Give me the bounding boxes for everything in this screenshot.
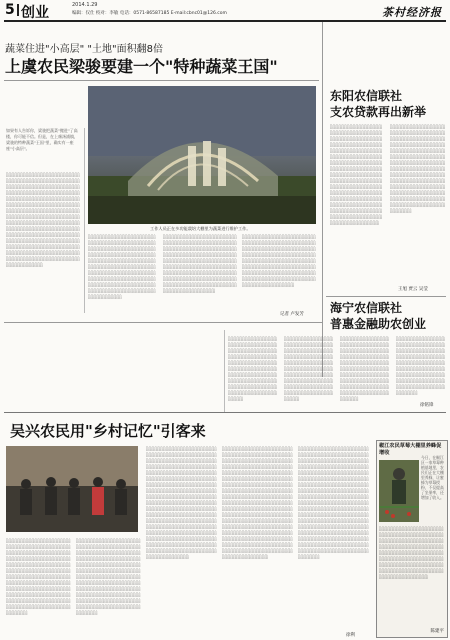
- haining-body-col-4: ░░░░░░░░░░░░░░░░░░░░░░░░░░░░░░░░░░░░░░░░░░░░░░░░░░░░░░░░░░░░░░░░░░░░░░░░░░░░░░░░░░░░░░░░░░░░░░░░░░░░░░░░░░░░░░░░░░░░░░░░░░░░░░░░░░░░░░░░░░░░░░░░░░░░░░░: [396, 336, 446, 395]
- lead-rule: [4, 80, 319, 81]
- lead-photo-caption: 工作人员正在多功能栽培大棚里为蔬菜进行维护工作。: [150, 226, 251, 231]
- jiaojiang-body: ░░░░░░░░░░░░░░░░░░░░░░░░░░░░░░░░░░░░░░░░░░░░░░░░░░░░░░░░░░░░░░░░░░░░░░░░░░░░░░░░░░░░░░░░░░░░░░░░░░░░░░░░░░░░░░░░░░░░░░░░░░░░░░░░░░░░░░░░░░░░░░░░░░░░░░░░░░░░░░░░░░░░░░░░░░░░░░░░░░░░░░░░: [379, 526, 444, 579]
- wuxing-author: 徐利: [346, 633, 355, 638]
- dongyang-author: 王旭 贾云 吴莹: [398, 287, 428, 292]
- haining-divider: [224, 330, 225, 412]
- right-col-divider: [322, 22, 323, 377]
- jiaojiang-author: 陈建平: [430, 629, 444, 634]
- wuxing-body-col-4: ░░░░░░░░░░░░░░░░░░░░░░░░░░░░░░░░░░░░░░░░░░░░░░░░░░░░░░░░░░░░░░░░░░░░░░░░░░░░░░░░░░░░░░░░░░░░░░░░░░░░░░░░░░░░░░░░░░░░░░░░░░░░░░░░░░░░░░░░░░░░░░░░░░░░░░░░░░░░░░░░░░░░░░░░░░░░░░░░░░░░░░░░░░░░░░░░░░░░░░░░░░░░░░░░░░░░░░░░░░░░░░░░░░░░░░░░░░░░░░░░░░░░░░░░░░░░░░░░░░░░░░░░░░░░░░░░░░░░░░░░░░░░░░░░░░░░░░░░░░░░░░░░░░░░░░░░░░░░░░░░░░░░░░░░░░░░░░░░░░░░░░░░░░░░░░░░░░░░░░░░░░░░░░░░░░░░░░░░░░░░░░░░░░░░░░░░░░░░░░░░░░░░░░░░░░░░░░░░░░░░░░░░░░░░░: [222, 446, 293, 559]
- dongyang-headline-line2: 支农贷款再出新举: [330, 105, 427, 119]
- section-title: 创业: [21, 5, 49, 21]
- villagers-image: [6, 446, 138, 532]
- lead-photo: [88, 86, 316, 224]
- dongyang-headline: [330, 88, 446, 120]
- wuxing-body-col-1: ░░░░░░░░░░░░░░░░░░░░░░░░░░░░░░░░░░░░░░░░░░░░░░░░░░░░░░░░░░░░░░░░░░░░░░░░░░░░░░░░░░░░░░░░░░░░░░░░░░░░░░░░░░░░░░░░░░░░░░░░░░░░░░░░░░░░░░░░░░░░░░░░░░░░░░░░░░░░░░░░░░░░░░░░░░░░░░░░░░░░░░░░░░░░░░░░░░░░░░░░░░░░░░░░░░░░░░░░░░░░░░░░░░░░░░░░░░░░░░░░░░░░░░░░░░░░░░░░░░░: [6, 538, 71, 615]
- lead-intro: 如果有人告诉你，梁骏把蔬菜"搬进"了高楼，你可能不信。但是，在上虞汤浦镇，梁骏的特种蔬菜"王国"里，确实有一座座"小高层"。: [6, 128, 78, 151]
- dongyang-body-col-2: ░░░░░░░░░░░░░░░░░░░░░░░░░░░░░░░░░░░░░░░░░░░░░░░░░░░░░░░░░░░░░░░░░░░░░░░░░░░░░░░░░░░░░░░░░░░░░░░░░░░░░░░░░░░░░░░░░░░░░░░░░░░░░░░░░░░░░░░░░░░░░░░░░░░░░░░░░░░░░░░░░░░░░░░░░░░░░░░░░░░░░░░░░░░░░░░░░░░░░░░░░░░░░░░░░░░░░░░░░░░░░░░░░░░░░░░░░░░░░░░░░░░░░░░░░░░░░░░░░░░: [390, 124, 446, 213]
- lead-kicker: 蔬菜住进"小高层" "土地"面积翻8倍: [5, 44, 163, 55]
- lead-headline: 上虞农民梁骏要建一个"特种蔬菜王国": [5, 57, 278, 76]
- haining-body-col-2: ░░░░░░░░░░░░░░░░░░░░░░░░░░░░░░░░░░░░░░░░░░░░░░░░░░░░░░░░░░░░░░░░░░░░░░░░░░░░░░░░░░░░░░░░░░░░░░░░░░░░░░░░░░░░░░░░░░░░░░░░░░░░░░░░░░░░░░░░░░░░░░░░░░░░░░░░░░░░░░░░░░░░░: [284, 336, 334, 401]
- jiaojiang-title: 椒江农民草莓大棚里养蜂促增收: [379, 443, 442, 456]
- haining-body-col-3: ░░░░░░░░░░░░░░░░░░░░░░░░░░░░░░░░░░░░░░░░░░░░░░░░░░░░░░░░░░░░░░░░░░░░░░░░░░░░░░░░░░░░░░░░░░░░░░░░░░░░░░░░░░░░░░░░░░░░░░░░░░░░░░░░░░░░░░░░░░░░░░░░░░░░░░░░░░░░░░░░░░░░░░: [340, 336, 390, 401]
- dongyang-headline-line1: 东阳农信联社: [330, 89, 403, 103]
- lead-body-col-3: ░░░░░░░░░░░░░░░░░░░░░░░░░░░░░░░░░░░░░░░░░░░░░░░░░░░░░░░░░░░░░░░░░░░░░░░░░░░░░░░░░░░░░░░░░░░░░░░░░░░░░░░░░░░░░░░░░░░░░░░░░░░░░░░░░░░░░░░░░░░░░░░░░░░░░░░░░░░░░░░░░░░░░░░░░░░░░░░░░░░░░░░░░░░░░░░░░░░░░░░░░░░░░░░░░: [242, 234, 316, 287]
- haining-headline: [330, 300, 446, 332]
- wuxing-photo: [6, 446, 138, 532]
- page-number: 5: [5, 2, 15, 18]
- lead-intro-column: [6, 128, 80, 318]
- haining-body-col-1: ░░░░░░░░░░░░░░░░░░░░░░░░░░░░░░░░░░░░░░░░░░░░░░░░░░░░░░░░░░░░░░░░░░░░░░░░░░░░░░░░░░░░░░░░░░░░░░░░░░░░░░░░░░░░░░░░░░░░░░░░░░░░░░░░░░░░░░░░░░░░░░░░░░░░░░░░░░░░░░░░░░░░░: [228, 336, 278, 401]
- lead-bottom-rule: [4, 322, 322, 323]
- jiaojiang-box: [376, 440, 448, 638]
- lead-intro-body: ░░░░░░░░░░░░░░░░░░░░░░░░░░░░░░░░░░░░░░░░░░░░░░░░░░░░░░░░░░░░░░░░░░░░░░░░░░░░░░░░░░░░░░░░░░░░░░░░░░░░░░░░░░░░░░░░░░░░░░░░░░░░░░░░░░░░░░░░░░░░░░░░░░░░░░░░░░░░░░░░░░░░░░░░░░░░░░░░░░░░░░░░░░░░░░░░░░░░░░░░░░░░░░░░░░░░░░░░░░░░░░░░░░░░░░░░░░░░░░░░░░░░░░░░░░░░░░░░░░░░░░░░░░░░░░░░░░░░░░░░░░░░░░░░░░░░░░░░░░░░░░░░░░░░░░░░░░░░░░░░░░░░░░░░░░░░░░░░░░░░░░░░░░░░░░░░░░░░░░░░░░░░░░░░░░░░: [6, 172, 80, 267]
- lead-body-col-1: ░░░░░░░░░░░░░░░░░░░░░░░░░░░░░░░░░░░░░░░░░░░░░░░░░░░░░░░░░░░░░░░░░░░░░░░░░░░░░░░░░░░░░░░░░░░░░░░░░░░░░░░░░░░░░░░░░░░░░░░░░░░░░░░░░░░░░░░░░░░░░░░░░░░░░░░░░░░░░░░░░░░░░░░░░░░░░░░░░░░░░░░░░░░░░░░░░░░░░░░░░░░░░░░░░░░░░░░░░░░░░░░░░░░░░░░: [88, 234, 156, 299]
- edit-line: 编辑：仅仕 校对：李敏 电话：0571-86587185 E-mail:cbnc01@126.com: [72, 11, 227, 16]
- strawberry-image: [379, 460, 419, 522]
- wuxing-body-col-2: ░░░░░░░░░░░░░░░░░░░░░░░░░░░░░░░░░░░░░░░░░░░░░░░░░░░░░░░░░░░░░░░░░░░░░░░░░░░░░░░░░░░░░░░░░░░░░░░░░░░░░░░░░░░░░░░░░░░░░░░░░░░░░░░░░░░░░░░░░░░░░░░░░░░░░░░░░░░░░░░░░░░░░░░░░░░░░░░░░░░░░░░░░░░░░░░░░░░░░░░░░░░░░░░░░░░░░░░░░░░░░░░░░░░░░░░░░░░░░░░░░░░░░░░░░░░░░░░░░░░: [76, 538, 141, 615]
- header-rule: [4, 20, 446, 22]
- paper-name: 茶村经济报: [382, 6, 442, 19]
- section-divider: [17, 4, 19, 16]
- lead-body-col-2: ░░░░░░░░░░░░░░░░░░░░░░░░░░░░░░░░░░░░░░░░░░░░░░░░░░░░░░░░░░░░░░░░░░░░░░░░░░░░░░░░░░░░░░░░░░░░░░░░░░░░░░░░░░░░░░░░░░░░░░░░░░░░░░░░░░░░░░░░░░░░░░░░░░░░░░░░░░░░░░░░░░░░░░░░░░░░░░░░░░░░░░░░░░░░░░░░░░░░░░░░░░░░░░░░░░░░░░░░░░░░░░░░░░░░░░░░░: [163, 234, 237, 293]
- wuxing-body-col-5: ░░░░░░░░░░░░░░░░░░░░░░░░░░░░░░░░░░░░░░░░░░░░░░░░░░░░░░░░░░░░░░░░░░░░░░░░░░░░░░░░░░░░░░░░░░░░░░░░░░░░░░░░░░░░░░░░░░░░░░░░░░░░░░░░░░░░░░░░░░░░░░░░░░░░░░░░░░░░░░░░░░░░░░░░░░░░░░░░░░░░░░░░░░░░░░░░░░░░░░░░░░░░░░░░░░░░░░░░░░░░░░░░░░░░░░░░░░░░░░░░░░░░░░░░░░░░░░░░░░░░░░░░░░░░░░░░░░░░░░░░░░░░░░░░░░░░░░░░░░░░░░░░░░░░░░░░░░░░░░░░░░░░░░░░░░░░░░░░░░░░░░░░░░░░░░░░░░░░░░░░░░░░░░░░░░░░░░░░░░░░░░░░░░░░░░░░░░░░░░░░░░░░░░░░░░░░░░░░░░░░░: [298, 446, 369, 559]
- lead-author: 记者 卢发芳: [280, 312, 304, 317]
- issue-date: 2014.1.29: [72, 2, 98, 8]
- wuxing-headline: 吴兴农民用"乡村记忆"引客来: [10, 422, 206, 440]
- page-header: [0, 0, 450, 20]
- dongyang-rule: [326, 296, 446, 297]
- wuxing-rule: [4, 412, 446, 413]
- wuxing-body-col-3: ░░░░░░░░░░░░░░░░░░░░░░░░░░░░░░░░░░░░░░░░░░░░░░░░░░░░░░░░░░░░░░░░░░░░░░░░░░░░░░░░░░░░░░░░░░░░░░░░░░░░░░░░░░░░░░░░░░░░░░░░░░░░░░░░░░░░░░░░░░░░░░░░░░░░░░░░░░░░░░░░░░░░░░░░░░░░░░░░░░░░░░░░░░░░░░░░░░░░░░░░░░░░░░░░░░░░░░░░░░░░░░░░░░░░░░░░░░░░░░░░░░░░░░░░░░░░░░░░░░░░░░░░░░░░░░░░░░░░░░░░░░░░░░░░░░░░░░░░░░░░░░░░░░░░░░░░░░░░░░░░░░░░░░░░░░░░░░░░░░░░░░░░░░░░░░░░░░░░░░░░░░░░░░░░░░░░░░░░░░░░░░░░░░░░░░░░░░░░░░░░░░░░░░░░░░░░░░░░░░░░░░░░░░░░: [146, 446, 217, 559]
- jiaojiang-photo: [379, 460, 419, 522]
- dongyang-body-col-1: ░░░░░░░░░░░░░░░░░░░░░░░░░░░░░░░░░░░░░░░░░░░░░░░░░░░░░░░░░░░░░░░░░░░░░░░░░░░░░░░░░░░░░░░░░░░░░░░░░░░░░░░░░░░░░░░░░░░░░░░░░░░░░░░░░░░░░░░░░░░░░░░░░░░░░░░░░░░░░░░░░░░░░░░░░░░░░░░░░░░░░░░░░░░░░░░░░░░░░░░░░░░░░░░░░░░░░░░░░░░░░░░░░░░░░░░░░░░░░░░░░░░░░░░░░░░░░░░░░░░░░░░░░░░░░░░░░░░░░░░░░░░░░░░░: [330, 124, 383, 225]
- haining-headline-line2: 普惠金融助农创业: [330, 317, 427, 331]
- col-divider: [84, 128, 85, 313]
- greenhouse-image: [88, 86, 316, 224]
- haining-author: 徐铭锋: [420, 403, 434, 408]
- haining-headline-line1: 海宁农信联社: [330, 301, 403, 315]
- jiaojiang-text: 今日，在椒江区一家草莓种植基地里，农民们正在大棚里养蜂，让蜜蜂为草莓授粉，不仅提高了坐果率，还增加了收入。: [421, 455, 444, 500]
